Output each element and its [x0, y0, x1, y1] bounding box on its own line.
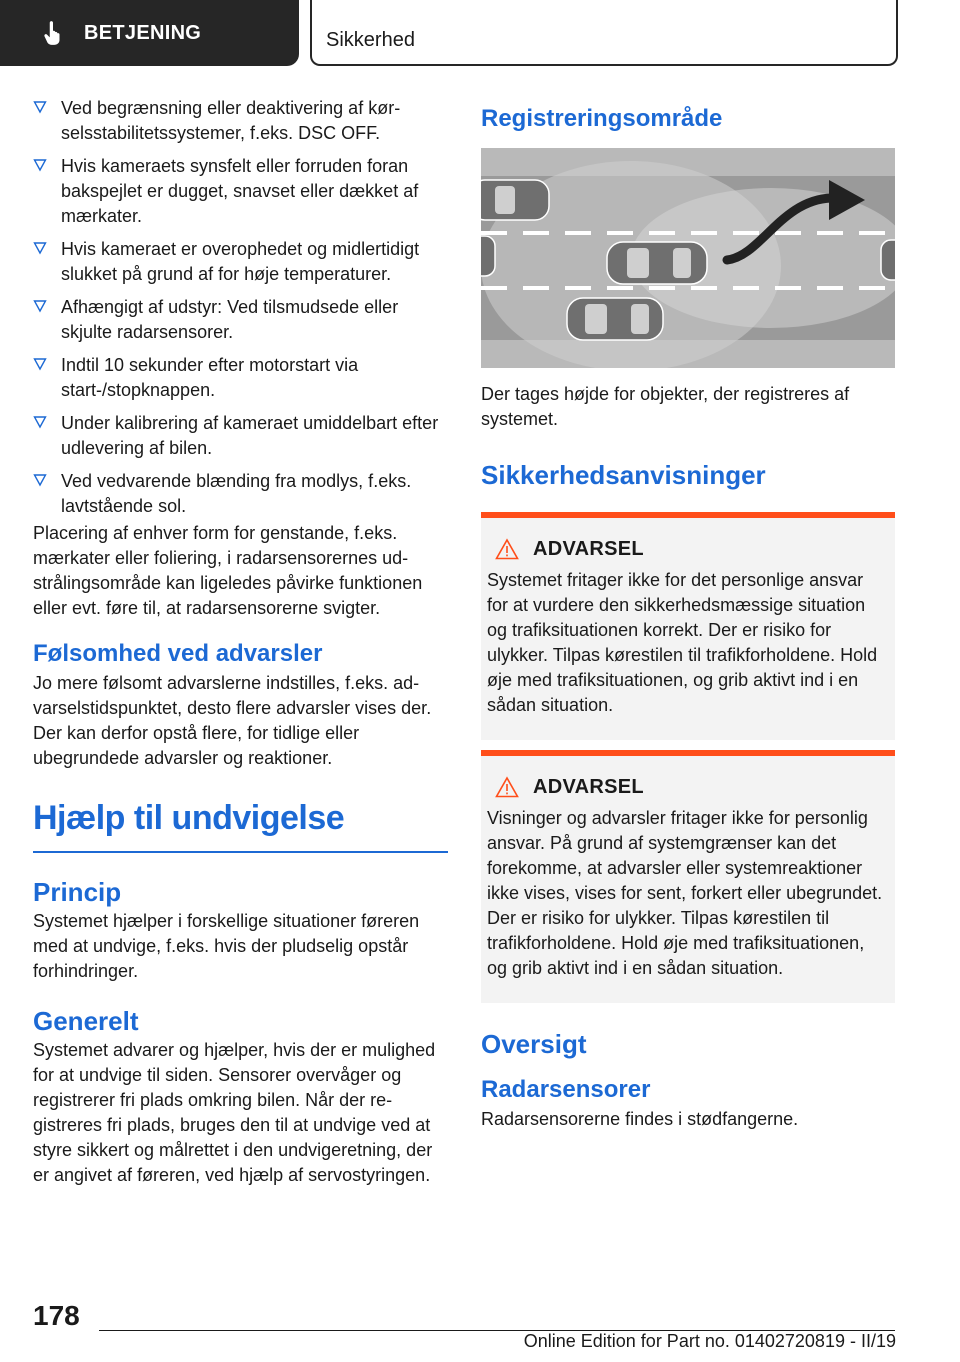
left-column: [33, 96, 448, 1188]
list-item-text: Hvis kameraets synsfelt eller forruden foran bakspejlet er dugget, snavset eller dækket af mærkater.: [61, 156, 419, 226]
warning-text: Systemet fritager ikke for det personlige ansvar for at vurdere den sikkerhedsmæssige situation og trafiksituationen korrekt. Der er risiko for ulykker. Tilpas kørestilen til trafikforholdene. Hold øje med trafiksituationen, og grib aktivt ind i en sådan situation.: [487, 570, 878, 715]
overview-heading: Oversigt: [481, 1029, 587, 1059]
chapter-heading: Hjælp til undvigelse: [33, 795, 448, 853]
list-item-text: Hvis kameraet er overophedet og midlertidigt slukket på grund af for høje temperaturer.: [61, 239, 420, 284]
triangle-bullet-icon: [33, 299, 47, 313]
warning-header: [495, 534, 887, 564]
triangle-bullet-icon: [33, 473, 47, 487]
list-item: [33, 469, 448, 519]
list-item-text: Under kalibrering af kameraet umiddelbart efter udlevering af bilen.: [61, 413, 439, 458]
warning-text: Visninger og advarsler fritager ikke for personlig ansvar. På grund af systemgrænser kan det forekomme, at advarsler eller systemreaktioner ikke vises, vises for sent, forkert eller ubegrundet. Der er risiko for ulykker. Tilpas kørestilen til trafikforholdene. Hold øje med trafiksituationen, og grib aktivt ind i en sådan situation.: [487, 808, 883, 978]
list-item-text: Indtil 10 sekunder efter motorstart via start-/stopknappen.: [61, 355, 359, 400]
general-heading: Generelt: [33, 1006, 139, 1036]
list-item: [33, 96, 448, 146]
warning-title: ADVARSEL: [533, 775, 644, 798]
body-paragraph: Placering af enhver form for genstande, f.eks. mærkater eller foliering, i radarsensorernes udstrålingsområde kan ligeledes påvirke funktionen eller evt. føre til, at radarsensorerne svigter.: [33, 523, 423, 618]
triangle-bullet-icon: [33, 357, 47, 371]
list-item: [33, 154, 448, 229]
warning-triangle-icon: [495, 538, 519, 560]
triangle-bullet-icon: [33, 241, 47, 255]
list-item-text: Ved begrænsning eller deaktivering af kørselsstabilitetssystemer, f.eks. DSC OFF.: [61, 98, 401, 143]
list-item-text: Afhængigt af udstyr: Ved tilsmudsede eller skjulte radarsensorer.: [61, 297, 399, 342]
list-item-text: Ved vedvarende blænding fra modlys, f.eks. lavtstående sol.: [61, 471, 412, 516]
figure-caption: Der tages højde for objekter, der registreres af systemet.: [481, 384, 850, 429]
section-title: Sikkerhed: [326, 29, 415, 51]
list-item: [33, 295, 448, 345]
warning-header: [495, 772, 887, 802]
sensitivity-heading: Følsomhed ved advarsler: [33, 640, 323, 667]
condition-list: [33, 96, 448, 519]
chapter-label: BETJENING: [84, 21, 202, 44]
edition-text: Online Edition for Part no. 01402720819 - II/19: [523, 1331, 896, 1351]
page-number: 178: [33, 1300, 80, 1331]
safety-heading: Sikkerhedsanvisninger: [481, 460, 766, 490]
triangle-bullet-icon: [33, 158, 47, 172]
chapter-tab[interactable]: [0, 0, 299, 66]
right-column: [481, 96, 895, 1132]
general-text: Systemet advarer og hjælper, hvis der er mulighed for at undvige til siden. Sensorer overvåger og registrerer fri plads omkring bilen. Når der registreres fri plads, bruges den til at undvige ved at styre sikkert og målrettet i den undvigeretning, der er angivet af føreren, ved hjælp af servostyringen.: [33, 1040, 436, 1185]
triangle-bullet-icon: [33, 415, 47, 429]
radar-sensors-text: Radarsensorerne findes i stødfangerne.: [481, 1109, 799, 1129]
warning-title: ADVARSEL: [533, 537, 644, 560]
detection-area-illustration: [481, 148, 895, 368]
section-header: [310, 0, 898, 66]
triangle-bullet-icon: [33, 100, 47, 114]
principle-heading: Princip: [33, 877, 122, 907]
list-item: [33, 237, 448, 287]
sensitivity-text: Jo mere følsomt advarslerne indstilles, f.eks. advarselstidspunktet, desto flere advarsler vises der. Der kan derfor opstå flere, for tidlige eller ubegrundede advarsler og reaktioner.: [33, 673, 432, 768]
warning-box: [481, 512, 895, 740]
list-item: [33, 411, 448, 461]
warning-box: [481, 750, 895, 1003]
list-item: [33, 353, 448, 403]
radar-sensors-heading: Radarsensorer: [481, 1076, 651, 1103]
hand-pointer-icon: [40, 20, 66, 46]
detection-area-heading: Registreringsområde: [481, 105, 723, 132]
warning-triangle-icon: [495, 776, 519, 798]
principle-text: Systemet hjælper i forskellige situationer føreren med at undvige, f.eks. hvis der pludselig opstår forhindringer.: [33, 911, 420, 981]
